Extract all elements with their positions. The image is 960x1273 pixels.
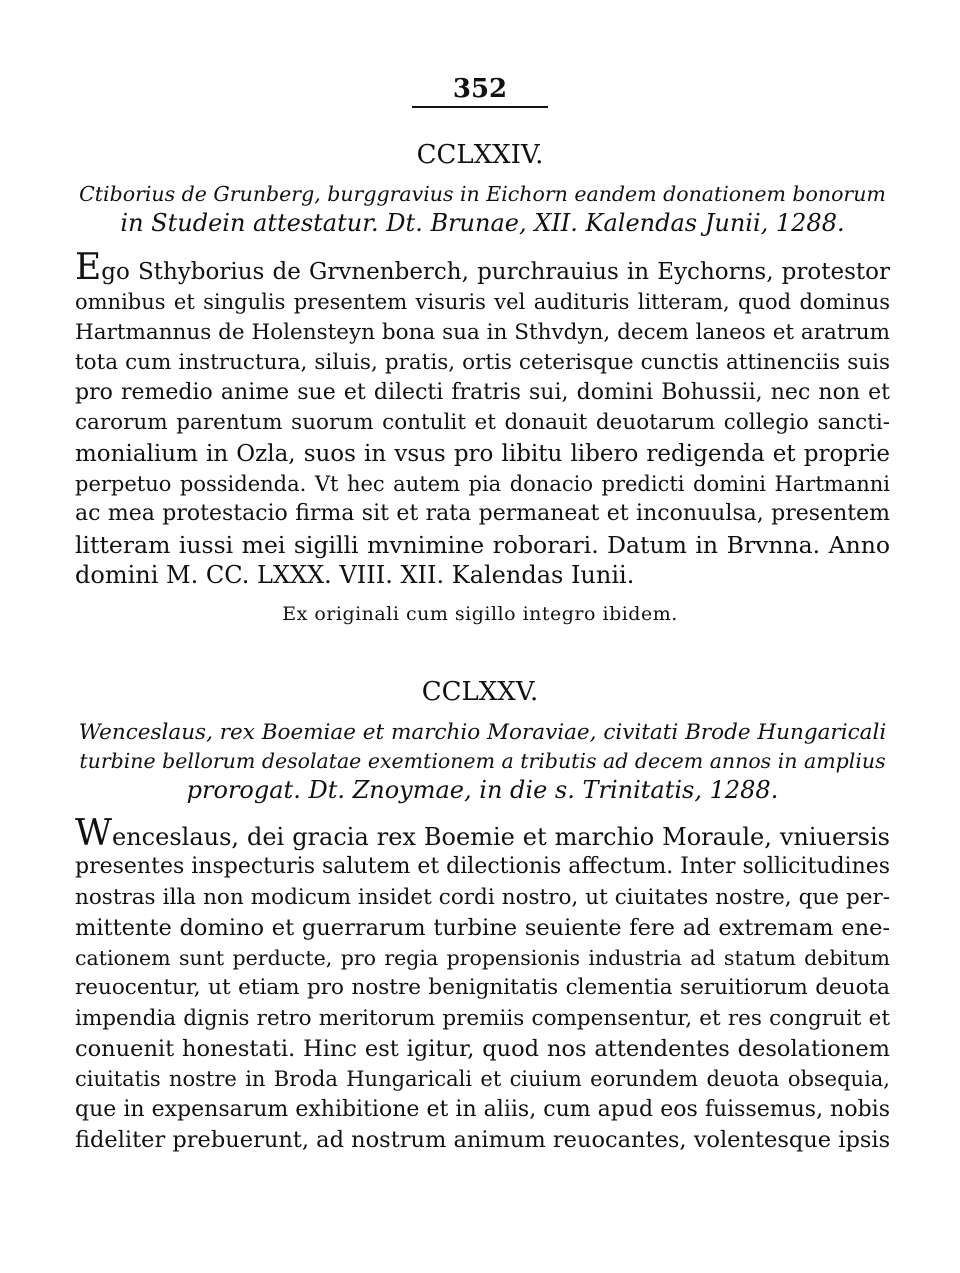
regest-line: turbine bellorum desolatae exemtionem a tributis ad decem annos in amplius bbox=[79, 749, 886, 773]
source-note: Ex originali cum sigillo integro ibidem. bbox=[282, 603, 678, 625]
body-line: fideliter prebuerunt, ad nostrum animum reuocantes, volentesque ipsis bbox=[75, 1126, 891, 1153]
body-line: litteram iussi mei sigilli mvnimine roborari. Datum in Brvnna. Anno bbox=[75, 530, 890, 559]
body-line: nostras illa non modicum insidet cordi nostro, ut ciuitates nostre, que per- bbox=[75, 884, 890, 910]
body-line: monialium in Ozla, suos in vsus pro libitu libero redigenda et proprie bbox=[75, 440, 890, 467]
body-line: carorum parentum suorum contulit et donauit deuotarum collegio sancti- bbox=[75, 410, 890, 436]
drop-cap: W bbox=[75, 813, 113, 854]
body-line: omnibus et singulis presentem visuris vel audituris litteram, quod dominus bbox=[75, 290, 890, 315]
body-line: tota cum instructura, siluis, pratis, ortis ceterisque cunctis attinenciis suis bbox=[75, 349, 890, 375]
body-line: domini M. CC. LXXX. VIII. XII. Kalendas Iunii. bbox=[75, 560, 635, 589]
regest-line: prorogat. Dt. Znoymae, in die s. Trinitatis, 1288. bbox=[186, 776, 779, 804]
body-line: Hartmannus de Holensteyn bona sua in Sthvdyn, decem laneos et aratrum bbox=[75, 319, 890, 345]
regest-line: in Studein attestatur. Dt. Brunae, XII. Kalendas Junii, 1288. bbox=[120, 209, 845, 237]
body-line: ciuitatis nostre in Broda Hungaricali et ciuium eorundem deuota obsequia, bbox=[75, 1067, 890, 1092]
document-number-275: CCLXXV. bbox=[421, 677, 539, 707]
body-line: ac mea protestacio firma sit et rata permaneat et inconuulsa, presentem bbox=[75, 501, 890, 527]
body-line: mittente domino et guerrarum turbine seuiente fere ad extremam ene- bbox=[75, 914, 890, 941]
body-line: cationem sunt perducte, pro regia propensionis industria ad statum debitum bbox=[75, 946, 890, 971]
body-line: conuenit honestati. Hinc est igitur, quod nos attendentes desolationem bbox=[75, 1036, 890, 1063]
body-line: que in expensarum exhibitione et in aliis, cum apud eos fuissemus, nobis bbox=[75, 1096, 890, 1122]
document-regest-274 bbox=[75, 180, 890, 238]
body-line: perpetuo possidenda. Vt hec autem pia donacio predicti domini Hartmanni bbox=[75, 472, 890, 497]
regest-line: Ctiborius de Grunberg, burggravius in Eichorn eandem donationem bonorum bbox=[79, 182, 886, 206]
body-line: presentes inspecturis salutem et dilectionis affectum. Inter sollicitudines bbox=[75, 854, 891, 880]
page-number: 352 bbox=[452, 74, 508, 104]
body-line-text: go Sthyborius de Grvnenberch, purchrauius in Eychorns, protestor bbox=[101, 259, 890, 285]
document-number-274: CCLXXIV. bbox=[416, 140, 544, 170]
document-body-274 bbox=[75, 247, 890, 590]
body-line bbox=[75, 247, 890, 288]
body-line-text: enceslaus, dei gracia rex Boemie et marchio Moraule, vniuersis bbox=[112, 823, 890, 851]
body-line: pro remedio anime sue et dilecti fratris sui, domini Bohussii, nec non et bbox=[75, 380, 890, 406]
body-line: reuocentur, ut etiam pro nostre benignitatis clementia seruitiorum deuota bbox=[75, 975, 890, 1001]
regest-line: Wenceslaus, rex Boemiae et marchio Moraviae, civitati Brode Hungaricali bbox=[78, 720, 887, 745]
body-line bbox=[75, 813, 890, 854]
page-number-rule bbox=[412, 106, 548, 108]
document-regest-275 bbox=[75, 718, 890, 805]
body-line: impendia dignis retro meritorum premiis compensentur, et res congruit et bbox=[75, 1005, 890, 1031]
drop-cap: E bbox=[75, 247, 102, 288]
document-body-275 bbox=[75, 813, 891, 1155]
